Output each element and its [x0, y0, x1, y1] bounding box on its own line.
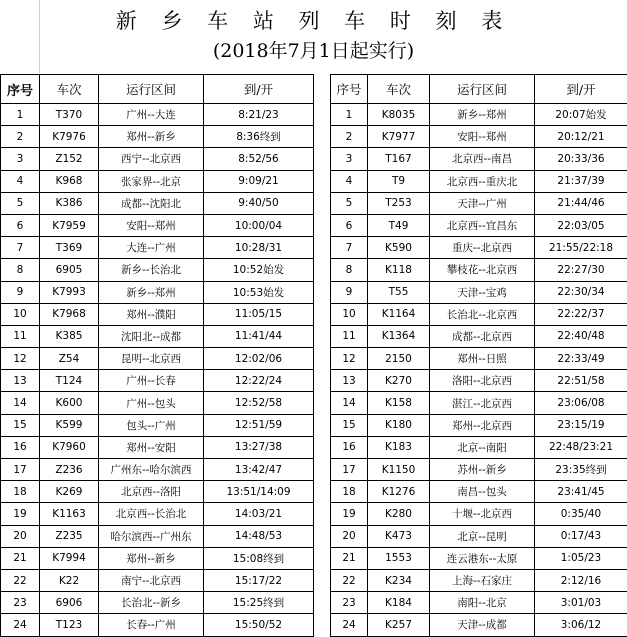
- table-row: [331, 525, 627, 547]
- cell-time: 10:52始发: [204, 259, 314, 281]
- cell-train: K158: [368, 392, 430, 414]
- table-row: [331, 459, 627, 481]
- cell-route: 广州--长春: [99, 370, 204, 392]
- table-row: [1, 148, 314, 170]
- cell-train: K269: [40, 481, 99, 503]
- cell-train: K600: [40, 392, 99, 414]
- cell-time: 12:22/24: [204, 370, 314, 392]
- table-row: [331, 170, 627, 192]
- cell-train: K1163: [40, 503, 99, 525]
- cell-seq: 11: [331, 325, 368, 347]
- cell-train: K1364: [368, 325, 430, 347]
- cell-seq: 8: [1, 259, 40, 281]
- cell-time: 22:33/49: [535, 348, 627, 370]
- table-row: [331, 436, 627, 458]
- cell-train: K599: [40, 414, 99, 436]
- cell-train: K7968: [40, 303, 99, 325]
- cell-route: 长春--广州: [99, 614, 204, 636]
- table-header-row: [1, 75, 314, 104]
- cell-route: 苏州--新乡: [430, 459, 535, 481]
- table-row: [1, 547, 314, 569]
- column-header-seq: 序号: [331, 75, 368, 104]
- cell-route: 沈阳北--成都: [99, 325, 204, 347]
- cell-train: K590: [368, 237, 430, 259]
- cell-route: 安阳--郑州: [99, 214, 204, 236]
- table-row: [1, 348, 314, 370]
- cell-train: K257: [368, 614, 430, 636]
- cell-time: 22:30/34: [535, 281, 627, 303]
- cell-route: 上海--石家庄: [430, 569, 535, 591]
- cell-route: 重庆--北京西: [430, 237, 535, 259]
- cell-train: K1150: [368, 459, 430, 481]
- table-row: [331, 214, 627, 236]
- table-row: [1, 614, 314, 636]
- schedule-table-left: [0, 74, 314, 637]
- cell-train: T49: [368, 214, 430, 236]
- table-row: [331, 614, 627, 636]
- cell-time: 13:51/14:09: [204, 481, 314, 503]
- cell-time: 15:08终到: [204, 547, 314, 569]
- cell-route: 郑州--濮阳: [99, 303, 204, 325]
- cell-train: K180: [368, 414, 430, 436]
- cell-route: 包头--广州: [99, 414, 204, 436]
- cell-seq: 12: [1, 348, 40, 370]
- cell-train: K7976: [40, 126, 99, 148]
- table-row: [331, 481, 627, 503]
- cell-time: 13:27/38: [204, 436, 314, 458]
- page-subtitle: (2018年7月1日起实行): [0, 37, 627, 65]
- cell-train: K280: [368, 503, 430, 525]
- cell-time: 3:01/03: [535, 592, 627, 614]
- cell-seq: 20: [331, 525, 368, 547]
- cell-seq: 23: [1, 592, 40, 614]
- cell-train: 6905: [40, 259, 99, 281]
- cell-time: 15:17/22: [204, 569, 314, 591]
- table-row: [331, 303, 627, 325]
- cell-seq: 13: [331, 370, 368, 392]
- cell-train: T369: [40, 237, 99, 259]
- cell-route: 湛江--北京西: [430, 392, 535, 414]
- table-row: [331, 104, 627, 126]
- cell-train: T55: [368, 281, 430, 303]
- cell-route: 长治北--新乡: [99, 592, 204, 614]
- cell-train: K8035: [368, 104, 430, 126]
- cell-time: 22:27/30: [535, 259, 627, 281]
- cell-train: K7977: [368, 126, 430, 148]
- cell-route: 北京西--重庆北: [430, 170, 535, 192]
- cell-time: 13:42/47: [204, 459, 314, 481]
- table-row: [1, 325, 314, 347]
- cell-time: 15:25终到: [204, 592, 314, 614]
- cell-route: 新乡--郑州: [99, 281, 204, 303]
- cell-seq: 20: [1, 525, 40, 547]
- cell-time: 2:12/16: [535, 569, 627, 591]
- cell-time: 10:53始发: [204, 281, 314, 303]
- cell-train: K473: [368, 525, 430, 547]
- cell-train: K386: [40, 192, 99, 214]
- column-header-seq: 序号: [1, 75, 40, 104]
- table-row: [331, 569, 627, 591]
- cell-seq: 5: [1, 192, 40, 214]
- cell-route: 新乡--长治北: [99, 259, 204, 281]
- cell-seq: 19: [1, 503, 40, 525]
- table-row: [331, 192, 627, 214]
- cell-train: K118: [368, 259, 430, 281]
- cell-seq: 13: [1, 370, 40, 392]
- cell-seq: 1: [1, 104, 40, 126]
- cell-train: Z152: [40, 148, 99, 170]
- table-header-row: [331, 75, 627, 104]
- cell-train: T167: [368, 148, 430, 170]
- cell-time: 9:09/21: [204, 170, 314, 192]
- table-row: [1, 237, 314, 259]
- table-row: [331, 392, 627, 414]
- cell-time: 22:48/23:21: [535, 436, 627, 458]
- cell-route: 连云港东--太原: [430, 547, 535, 569]
- cell-route: 成都--沈阳北: [99, 192, 204, 214]
- table-row: [1, 214, 314, 236]
- table-row: [331, 148, 627, 170]
- cell-route: 哈尔滨西--广州东: [99, 525, 204, 547]
- cell-seq: 11: [1, 325, 40, 347]
- schedule-header: [0, 0, 627, 73]
- cell-time: 20:07始发: [535, 104, 627, 126]
- cell-seq: 24: [1, 614, 40, 636]
- cell-route: 广州--大连: [99, 104, 204, 126]
- cell-seq: 9: [1, 281, 40, 303]
- cell-time: 8:21/23: [204, 104, 314, 126]
- cell-seq: 15: [1, 414, 40, 436]
- cell-seq: 2: [331, 126, 368, 148]
- cell-seq: 3: [331, 148, 368, 170]
- cell-seq: 16: [1, 436, 40, 458]
- cell-route: 南昌--包头: [430, 481, 535, 503]
- cell-route: 西宁--北京西: [99, 148, 204, 170]
- table-row: [1, 104, 314, 126]
- cell-route: 天津--宝鸡: [430, 281, 535, 303]
- column-header-time: 到/开: [204, 75, 314, 104]
- cell-train: T370: [40, 104, 99, 126]
- cell-route: 新乡--郑州: [430, 104, 535, 126]
- cell-route: 郑州--安阳: [99, 436, 204, 458]
- cell-route: 十堰--北京西: [430, 503, 535, 525]
- cell-time: 23:06/08: [535, 392, 627, 414]
- cell-seq: 18: [1, 481, 40, 503]
- cell-seq: 9: [331, 281, 368, 303]
- cell-train: K1276: [368, 481, 430, 503]
- cell-seq: 5: [331, 192, 368, 214]
- cell-route: 广州东--哈尔滨西: [99, 459, 204, 481]
- cell-seq: 4: [331, 170, 368, 192]
- cell-seq: 4: [1, 170, 40, 192]
- table-row: [331, 547, 627, 569]
- cell-time: 21:55/22:18: [535, 237, 627, 259]
- cell-train: 6906: [40, 592, 99, 614]
- table-row: [1, 370, 314, 392]
- cell-time: 0:35/40: [535, 503, 627, 525]
- cell-route: 郑州--新乡: [99, 126, 204, 148]
- cell-time: 22:03/05: [535, 214, 627, 236]
- column-header-time: 到/开: [535, 75, 627, 104]
- cell-route: 郑州--日照: [430, 348, 535, 370]
- cell-time: 11:05/15: [204, 303, 314, 325]
- column-header-route: 运行区间: [430, 75, 535, 104]
- cell-train: K7960: [40, 436, 99, 458]
- cell-time: 12:02/06: [204, 348, 314, 370]
- cell-route: 张家界--北京: [99, 170, 204, 192]
- cell-route: 长治北--北京西: [430, 303, 535, 325]
- cell-route: 郑州--北京西: [430, 414, 535, 436]
- table-row: [1, 569, 314, 591]
- cell-route: 郑州--新乡: [99, 547, 204, 569]
- cell-train: K1164: [368, 303, 430, 325]
- cell-route: 北京西--宜昌东: [430, 214, 535, 236]
- cell-time: 21:44/46: [535, 192, 627, 214]
- table-row: [331, 237, 627, 259]
- table-row: [331, 259, 627, 281]
- cell-route: 成都--北京西: [430, 325, 535, 347]
- cell-train: K968: [40, 170, 99, 192]
- cell-train: K184: [368, 592, 430, 614]
- table-row: [331, 414, 627, 436]
- table-row: [1, 170, 314, 192]
- cell-time: 12:52/58: [204, 392, 314, 414]
- cell-time: 21:37/39: [535, 170, 627, 192]
- cell-route: 北京西--南昌: [430, 148, 535, 170]
- cell-seq: 2: [1, 126, 40, 148]
- cell-route: 广州--包头: [99, 392, 204, 414]
- cell-time: 10:28/31: [204, 237, 314, 259]
- page-title: 新 乡 车 站 列 车 时 刻 表: [0, 6, 627, 36]
- cell-time: 15:50/52: [204, 614, 314, 636]
- cell-train: 1553: [368, 547, 430, 569]
- cell-route: 北京西--洛阳: [99, 481, 204, 503]
- cell-time: 14:48/53: [204, 525, 314, 547]
- cell-seq: 16: [331, 436, 368, 458]
- cell-train: Z235: [40, 525, 99, 547]
- cell-train: T124: [40, 370, 99, 392]
- cell-time: 22:51/58: [535, 370, 627, 392]
- table-row: [1, 392, 314, 414]
- cell-route: 洛阳--北京西: [430, 370, 535, 392]
- cell-seq: 10: [1, 303, 40, 325]
- cell-seq: 12: [331, 348, 368, 370]
- table-row: [1, 592, 314, 614]
- cell-train: K234: [368, 569, 430, 591]
- cell-time: 0:17/43: [535, 525, 627, 547]
- table-row: [331, 325, 627, 347]
- cell-seq: 22: [1, 569, 40, 591]
- cell-time: 12:51/59: [204, 414, 314, 436]
- cell-train: K7993: [40, 281, 99, 303]
- cell-seq: 18: [331, 481, 368, 503]
- cell-route: 昆明--北京西: [99, 348, 204, 370]
- cell-train: T123: [40, 614, 99, 636]
- cell-train: K183: [368, 436, 430, 458]
- cell-time: 23:41/45: [535, 481, 627, 503]
- table-row: [331, 126, 627, 148]
- cell-train: Z236: [40, 459, 99, 481]
- cell-train: K7959: [40, 214, 99, 236]
- cell-seq: 15: [331, 414, 368, 436]
- cell-seq: 8: [331, 259, 368, 281]
- cell-route: 南阳--北京: [430, 592, 535, 614]
- table-row: [1, 503, 314, 525]
- table-row: [1, 303, 314, 325]
- column-header-train: 车次: [368, 75, 430, 104]
- table-row: [1, 436, 314, 458]
- cell-seq: 21: [1, 547, 40, 569]
- cell-train: K7994: [40, 547, 99, 569]
- cell-route: 北京--昆明: [430, 525, 535, 547]
- table-row: [1, 525, 314, 547]
- cell-train: 2150: [368, 348, 430, 370]
- table-row: [331, 592, 627, 614]
- cell-time: 23:35终到: [535, 459, 627, 481]
- cell-train: T253: [368, 192, 430, 214]
- cell-time: 22:40/48: [535, 325, 627, 347]
- cell-route: 北京--南阳: [430, 436, 535, 458]
- cell-time: 1:05/23: [535, 547, 627, 569]
- cell-train: K385: [40, 325, 99, 347]
- table-row: [1, 414, 314, 436]
- cell-time: 23:15/19: [535, 414, 627, 436]
- cell-route: 天津--广州: [430, 192, 535, 214]
- cell-time: 3:06/12: [535, 614, 627, 636]
- table-row: [1, 459, 314, 481]
- cell-time: 14:03/21: [204, 503, 314, 525]
- cell-time: 8:52/56: [204, 148, 314, 170]
- cell-route: 攀枝花--北京西: [430, 259, 535, 281]
- cell-route: 天津--成都: [430, 614, 535, 636]
- cell-seq: 17: [331, 459, 368, 481]
- cell-seq: 3: [1, 148, 40, 170]
- cell-train: K270: [368, 370, 430, 392]
- column-header-train: 车次: [40, 75, 99, 104]
- cell-route: 大连--广州: [99, 237, 204, 259]
- table-row: [331, 281, 627, 303]
- cell-time: 9:40/50: [204, 192, 314, 214]
- cell-seq: 24: [331, 614, 368, 636]
- cell-seq: 21: [331, 547, 368, 569]
- cell-seq: 7: [1, 237, 40, 259]
- cell-train: K22: [40, 569, 99, 591]
- cell-train: Z54: [40, 348, 99, 370]
- cell-seq: 1: [331, 104, 368, 126]
- schedule-table-right: [330, 74, 627, 637]
- table-row: [1, 259, 314, 281]
- cell-train: T9: [368, 170, 430, 192]
- cell-time: 22:22/37: [535, 303, 627, 325]
- table-row: [331, 503, 627, 525]
- cell-seq: 6: [331, 214, 368, 236]
- table-row: [1, 126, 314, 148]
- cell-seq: 23: [331, 592, 368, 614]
- table-row: [1, 192, 314, 214]
- cell-seq: 14: [1, 392, 40, 414]
- cell-time: 10:00/04: [204, 214, 314, 236]
- cell-seq: 7: [331, 237, 368, 259]
- cell-time: 20:12/21: [535, 126, 627, 148]
- cell-route: 北京西--长治北: [99, 503, 204, 525]
- cell-seq: 14: [331, 392, 368, 414]
- table-row: [1, 281, 314, 303]
- cell-route: 南宁--北京西: [99, 569, 204, 591]
- cell-seq: 22: [331, 569, 368, 591]
- cell-time: 20:33/36: [535, 148, 627, 170]
- table-row: [331, 370, 627, 392]
- table-row: [1, 481, 314, 503]
- cell-seq: 10: [331, 303, 368, 325]
- cell-seq: 17: [1, 459, 40, 481]
- column-header-route: 运行区间: [99, 75, 204, 104]
- cell-time: 11:41/44: [204, 325, 314, 347]
- cell-seq: 19: [331, 503, 368, 525]
- cell-route: 安阳--郑州: [430, 126, 535, 148]
- cell-time: 8:36终到: [204, 126, 314, 148]
- cell-seq: 6: [1, 214, 40, 236]
- table-row: [331, 348, 627, 370]
